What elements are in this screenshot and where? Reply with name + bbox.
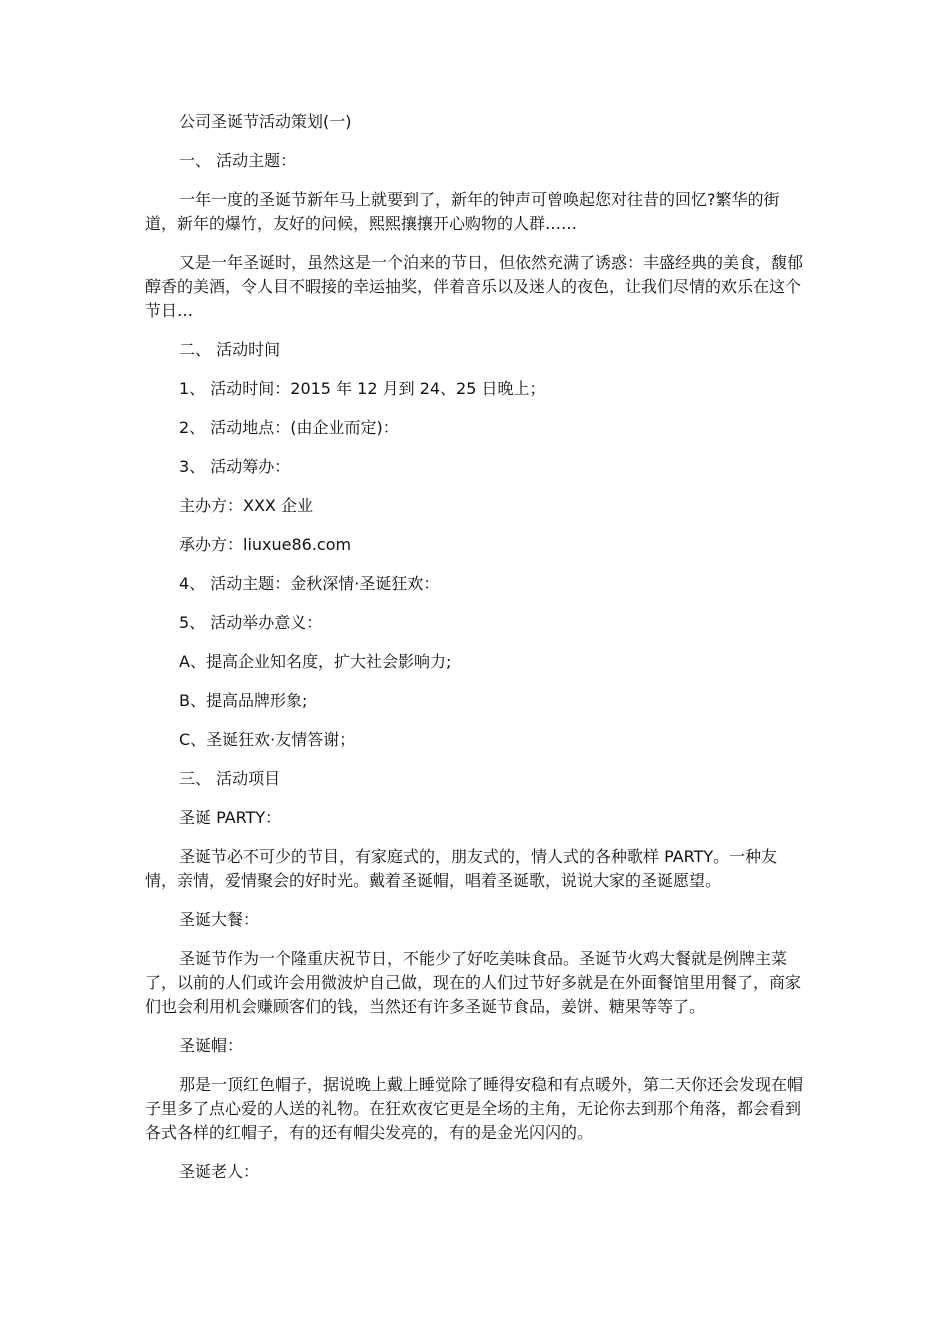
section-heading-items: 三、 活动项目 (179, 769, 281, 788)
item-heading-santa: 圣诞老人： (179, 1162, 260, 1181)
significance-b: B、提高品牌形象; (179, 691, 308, 710)
list-item-location: 2、 活动地点：(由企业而定)： (179, 418, 399, 437)
organizer-undertaker: 承办方：liuxue86.com (179, 535, 352, 554)
organizer-host: 主办方：XXX 企业 (179, 496, 313, 515)
list-item-organizers: 3、 活动筹办： (179, 457, 291, 476)
item-heading-dinner: 圣诞大餐： (179, 910, 260, 929)
significance-a: A、提高企业知名度，扩大社会影响力; (179, 652, 452, 671)
section-heading-time: 二、 活动时间 (179, 340, 281, 359)
list-item-significance: 5、 活动举办意义： (179, 613, 323, 632)
paragraph-intro: 一年一度的圣诞节新年马上就要到了，新年的钟声可曾唤起您对往昔的回忆?繁华的街道，新年的爆竹，友好的问候，熙熙攘攘开心购物的人群…… (145, 190, 780, 233)
significance-c: C、圣诞狂欢·友情答谢； (179, 730, 356, 749)
document-page (145, 110, 805, 1184)
list-item-theme: 4、 活动主题：金秋深情·圣诞狂欢： (179, 574, 440, 593)
item-heading-party: 圣诞 PARTY： (179, 808, 282, 827)
paragraph-party: 圣诞节必不可少的节目，有家庭式的，朋友式的，情人式的各种歌样 PARTY。一种友情，亲情，爱情聚会的好时光。戴着圣诞帽，唱着圣诞歌，说说大家的圣诞愿望。 (145, 847, 778, 890)
section-heading-theme: 一、 活动主题： (179, 151, 297, 170)
doc-title: 公司圣诞节活动策划(一) (179, 112, 352, 131)
item-heading-hat: 圣诞帽： (179, 1036, 244, 1055)
list-item-time: 1、 活动时间：2015 年 12 月到 24、25 日晚上； (179, 379, 546, 398)
paragraph-hat: 那是一顶红色帽子，据说晚上戴上睡觉除了睡得安稳和有点暖外，第二天你还会发现在帽子里多了点心爱的人送的礼物。在狂欢夜它更是全场的主角，无论你去到那个角落，都会看到各式各样的红帽子，有的还有帽尖发亮的，有的是金光闪闪的。 (145, 1075, 804, 1142)
paragraph-dinner: 圣诞节作为一个隆重庆祝节日，不能少了好吃美味食品。圣诞节火鸡大餐就是例牌主菜了，以前的人们或许会用微波炉自己做，现在的人们过节好多就是在外面餐馆里用餐了，商家们也会利用机会赚顾客们的钱，当然还有许多圣诞节食品，姜饼、糖果等等了。 (145, 949, 802, 1016)
paragraph-christmas-time: 又是一年圣诞时，虽然这是一个泊来的节日，但依然充满了诱惑：丰盛经典的美食，馥郁醇香的美酒，令人目不暇接的幸运抽奖，伴着音乐以及迷人的夜色，让我们尽情的欢乐在这个节日… (145, 253, 804, 320)
